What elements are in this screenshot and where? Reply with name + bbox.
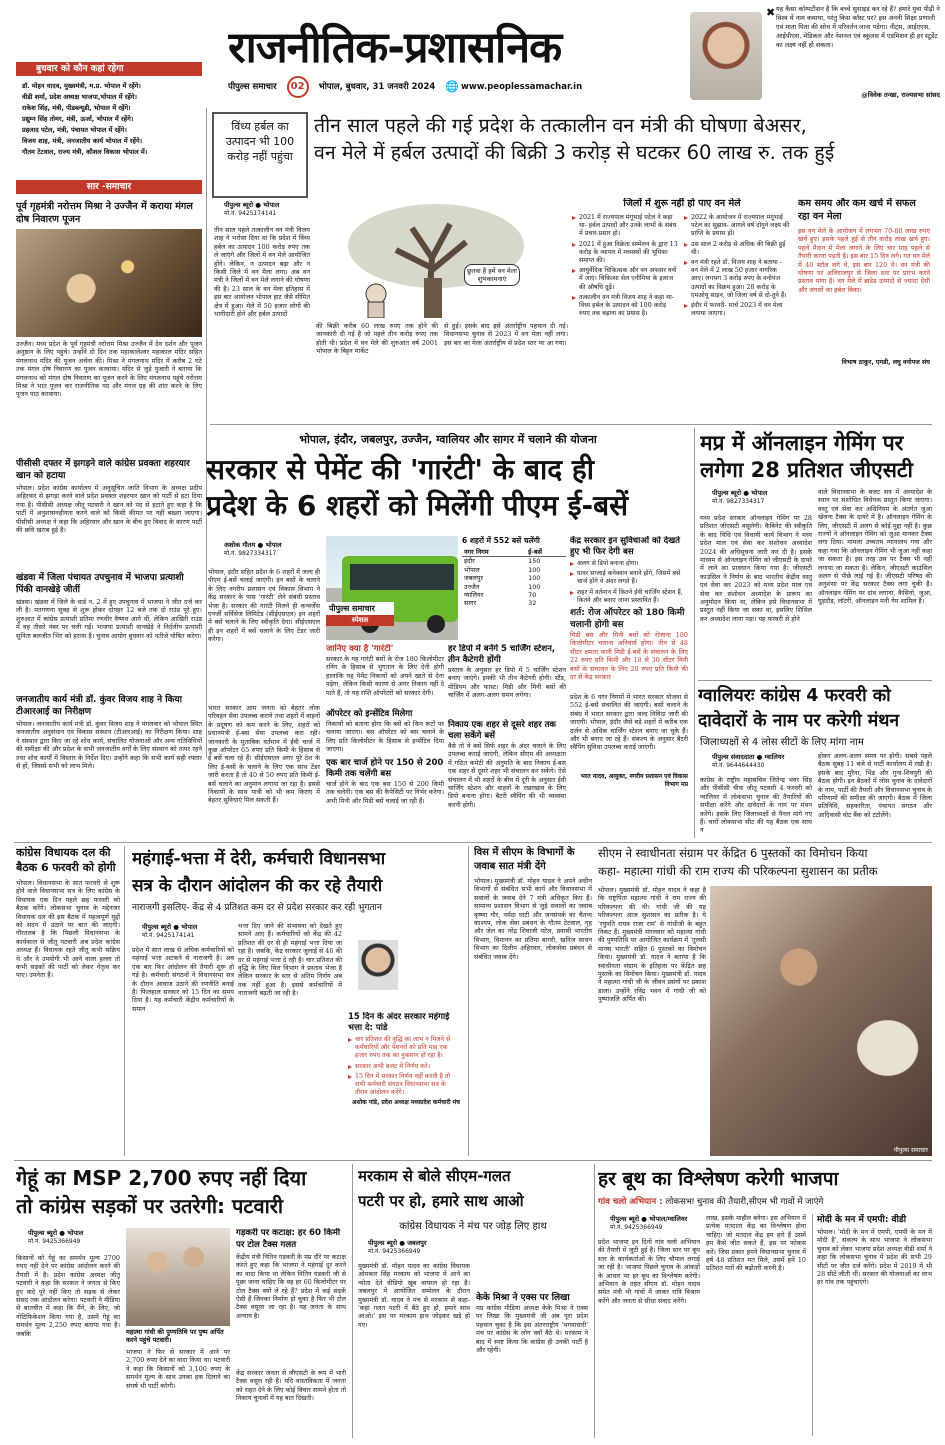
gaming-body-right: वाले विधानसभा के बजट सत्र में अध्यादेश के स्थान पर संशोधित विधेयक प्रस्तुत किया जाएगा। वस्तु एवं सेवा कर अधिनियम के अंतर्गत जुआ खेलना टैक्स के दायरे में है। ऑनलाइन गेमिंग के लिए, जीएसटी में अलग से कोई मुद्दा नहीं है। कुछ राज्यों ने ऑनलाइन गेमिंग को जुआ मानकर टैक्स लगा दिया। मामला उच्चतम न्यायालय गया और कहा गया कि ऑनलाइन गेमिंग भी जुआ नहीं कहा जा सकता है। इस तरह उस पर टैक्स भी नहीं लगाया जा सकता है। लेकिन, जीएसटी काउंसिल अलग से पीछे लाई गई है। जीएसटी परिषद की अनुशंसा पर केंद्र सरकार टैक्स लगा चुकी है। ऑनलाइन गेमिंग पर दांव लगाना, कैसिनो, जुआ, घुड़दौड़, लॉटरी, ऑनलाइन मनी गेम शामिल हैं। (818, 488, 932, 606)
herbal-side-author: विभाष ठाकुर, एमडी, लघु वनोपज संघ (841, 359, 930, 366)
wheat-side (236, 1228, 346, 1436)
table-cell: 100 (528, 582, 541, 591)
gaming-byline (712, 488, 822, 505)
masthead-info-line (228, 76, 683, 98)
paper-name: पीपुल्स समाचार (228, 82, 277, 92)
district-right-list (684, 214, 790, 320)
markam-col2 (476, 1238, 588, 1436)
wheat-photo-caption: महात्मा गांधी की पुण्यतिथि पर पुष्प अर्पित करने पहुंचे पटवारी। (126, 1328, 224, 1345)
markam-body-1: मुख्यमंत्री डॉ. मोहन यादव का कांग्रेस विधायक ओमकार सिंह मरकाम को भाजपा में आने का न्योता देते वीडियो खूब वायरल हो रहा है। जबलपुर में आयोजित सम्मेलन के दौरान मुख्यमंत्री डॉ. यादव ने मंच से मरकाम से कहा- 'कहां गलत पटरी में बैठे हुए हो, हमारे साथ आओ।' इस पर मरकाम हाथ जोड़कर खड़े हो गए। (358, 1262, 470, 1329)
date-line: भोपाल, बुधवार, 31 जनवरी 2024 (318, 82, 436, 92)
ebus-byline (224, 540, 334, 557)
gaming-headline (700, 430, 934, 486)
column-rule (694, 428, 695, 838)
herbal-body-3: से हुई। इसके बाद इसे अंतर्राष्ट्रीय पहचान दी गई। विधानसभा चुनाव से 2023 में वन मेला नहीं लगा। इस बार का मेला अंतर्राष्ट्रीय से प्रदेश स्तर पर आ गया। (444, 322, 568, 347)
saar-title: सार -समाचार (16, 180, 202, 194)
facility-item: पावर सप्लाई कनेक्शन बनाने होंगे, जिसमें बसें चार्ज होंगे वे अंदर लगते हैं। (570, 570, 688, 586)
kk-mishra-body: मप्र कांग्रेस मीडिया अध्यक्ष केके मिश्रा ने एक्स पर लिखा कि मुख्यमंत्री जी अब पूरा प्रदेश पहचान चुका है कि इस अंतरराष्ट्रीय 'भगवाधारी' मंच पर कांग्रेस के लोग क्यों बैठे थे। मरकाम ने बाद में स्पष्ट किया कि कांग्रेस ही उनकी पार्टी है और रहेगी। (476, 1304, 588, 1355)
gwalior-deck: जिलाध्यक्षों से 4 लोस सीटों के लिए मांगा नाम (700, 737, 864, 748)
story3-headline: खंडवा में जिला पंचायत उपचुनाव में भाजपा प्रत्याशी पिंकी वानखेड़े जीतीं (16, 573, 184, 595)
cm-books-headline: सीएम ने स्वाधीनता संग्राम पर केंद्रित 6 पुस्तकों का विमोचन किया (598, 846, 868, 860)
booth-deck-label: गांव चलो अभियान : (598, 1197, 663, 1207)
gwalior-byline-text: पीपुल्स संवाददाता ● ग्वालियर (712, 753, 785, 761)
story2-body: भोपाल। प्रदेश कांग्रेस कार्यालय में अनुसूचित जाति विभाग के अध्यक्ष प्रदीप अहिरवार से झगड़ा करने वाले प्रदेश प्रवक्ता शहरयार खान को पार्टी से हटा दिया गया है। पीसीसी अध्यक्ष जीतू पटवारी ने खान को पद से हटाते हुए कहा है कि पार्टी में अनुशासनहीनता करने वाले को किसी कीमत पर नहीं बख्शा जाएगा। पीसीसी अध्यक्ष ने कहा कि अहिरवार और खान के बीच हुए विवाद के कारण पार्टी की छवि खराब हुई है। (16, 484, 202, 535)
wheat-photo (126, 1228, 230, 1326)
herbal-side-body: इस वन मेले के आयोजन में लगभग 70-80 लाख रुपए खर्च हुए। इसके पहले हुई से तीन करोड़ लाख खर्च हुए। पहले मैदान में मेला लगाने के लिए चार माह पहले से तैयारी करना पड़ती है। इस बार 15 दिन लगे। गत वन मेले में 40 स्टॉल लगे थे, इस बार 120 थे। वन मंत्री की घोषणा पर अलिराजपुर से जिला स्तर पर प्रारंभ करने प्रस्ताव मांगा है। वन मेले में ब्रांडेड उत्पादों से ज्यादा देसी और जंगलों का हर्बल बिका। (798, 227, 930, 294)
markam-byline (368, 1238, 478, 1255)
da-quote-list (348, 1036, 460, 1097)
puja-photo (16, 229, 202, 337)
table-cell: सागर (464, 599, 477, 608)
markam-mobile: मो.नं. 9425366949 (368, 1248, 421, 1255)
guarantee-body: सरकार के यह गारंटी बसों के रोज 180 किलोमीटर रनिंग के हिसाब से भुगतान के लिए देनी होगी हालांकि यह पेमेंट निकायों को अपने खाते से देना पड़ेगा, लेकिन किसी कारण से अगर निकाय नहीं दे पाते हैं, तो यह राशि ऑपरेटरों को सरकार देगी। (326, 655, 444, 697)
ebus-official-quote: प्रदेश के 6 नगर निगमों में भारत सरकार योजना से 552 ई-बसें संचालित की जाएंगी। बसों चलाने के संबंध में भारत सरकार द्वारा जल्द निविदा जारी की जाएगी। भोपाल, इंदौर जैसे बड़े शहरों में करीब एक दर्जन से अधिक चार्जिंग स्टेशन बनाए जा चुके हैं। और भी बनाए जा रहे हैं। संकल्प के अनुसार बैटरी स्वैपिंग सुविधा उपलब्ध कराई जाएगी। (570, 693, 688, 752)
da-quote-head: 15 दिन के अंदर सरकार महंगाई भत्ता दे: पांडे (348, 1012, 450, 1033)
markam-headline-l2: पटरी पर हो, हमारे साथ आओ (358, 1192, 524, 1210)
bus-tag-line2: स्पेशल (326, 615, 394, 626)
masthead (228, 22, 683, 106)
column-rule (124, 846, 125, 1156)
cartoon-caption: छुतवा है हमें वन मेला शुभकामनाएं (464, 264, 520, 286)
wheat-mobile: मो.नं. 9425366949 (28, 1238, 81, 1245)
section-rule (698, 680, 932, 681)
cm-ministers-story (474, 846, 592, 1156)
district-left-item: तत्कालीन वन मंत्री विजय शाह ने कहा था- विंध्य हर्बल के उत्पादन को 100 करोड़ रुपए तक बढ़ाना का प्रयास है। (572, 294, 678, 319)
ebus-col2 (326, 644, 444, 840)
quote-portrait (690, 12, 762, 100)
herbal-kicker-box (212, 112, 308, 198)
cm-books-body: भोपाल। मुख्यमंत्री डॉ. मोहन यादव ने कहा है कि राष्ट्रपिता महात्मा गांधी ने राम राज्य की परिकल्पना की थी। गांधी जी की यह परिकल्पना आज सुशासन का प्रतीक है। ये 'रघुपति राघव राजा राम' से गांधीजी के बहुत निकट हैं। मुख्यमंत्री मंगलवार को महात्मा गांधी की पुण्यतिथि पर आयोजित कार्यक्रम में 'तुलसी मानस भारती' सहित 6 पुस्तकों का विमोचन किया। मुख्यमंत्री डॉ. यादव ने बताया है कि स्वाधीनता संग्राम के इतिहास पर केंद्रित छह पुस्तकें का विमोचन किया। मुख्यमंत्री डॉ. यादव ने महात्मा गांधी जी के जीवन प्रसंगों पर प्रकाश डाला। उन्होंने रविंद्र भवन में गांधी जी को पुष्पांजलि अर्पित की। (598, 886, 706, 1004)
da-byline (142, 922, 252, 939)
bus-table-box (462, 536, 566, 640)
table-row (462, 583, 566, 591)
gaming-mobile: मो.नं. 9827334317 (712, 498, 765, 505)
wheat-side-body-2: केंद्र सरकार जनता से जीएसटी के रूप में भारी टैक्स वसूल रही है। यदि वास्तविकता में जनता को राहत देने के लिए कोई विचार सामने होता तो निकाय चुनावों में यह बात दिखती। (236, 1369, 346, 1403)
bus-tag-line1: पीपुल्स समाचार (326, 602, 394, 615)
gaming-byline-text: पीपुल्स ब्यूरो ● भोपाल (712, 489, 768, 497)
guarantee-head: जानिए क्या है 'गारंटी' (326, 644, 394, 654)
condition-head: शर्त: रोज ऑपरेटर को 180 किमी चलानी होगी बस (570, 608, 685, 631)
herbal-body-2: की बिक्री करीब 60 लाख रुपए तक होने की जानकारी दी गई है जो पहले तीन करोड़ रुपए तक होती थी। प्रदेश में वन मेले की शुरुआत वर्ष 2001 भोपाल के बिट्टन मार्केट (316, 322, 438, 356)
story4-body: भोपाल। जनजातीय कार्य मंत्री डॉ. कुंवर विजय शाह ने मंगलवार को भोपाल स्थित जनजातीय अनुसंधान एवं विकास संस्थान (टीआरआई) का निरीक्षण किया। शाह ने संस्थान द्वारा किए जा रहे शोध कार्य, संचालित योजनाओं और अन्य गतिविधियों की समीक्षा की और प्रदेश के सभी जनजातीय वर्गों के लिए संस्थान को तत्पर रहने तथा शोध कार्यों में विस्तार के निर्देश दिए। उन्होंने कहा कि सभी कार्य सही रफ्तार से हों, जिससे सभी को लाभ मिले। (16, 720, 202, 771)
table-cell: जबलपुर (464, 574, 483, 583)
da-quote-author: अशोक पांडे, प्रदेश अध्यक्ष मध्यप्रदेश कर्मचारी मंच (351, 1099, 460, 1107)
column-rule (206, 108, 207, 758)
table-cell: 100 (528, 565, 541, 574)
story1-body: उज्जैन। मध्य प्रदेश के पूर्व गृहमंत्री नरोत्तम मिश्रा उज्जैन में देव दर्शन और पूजन अनुष्ठान के लिए पहुंचे। उन्होंने दो दिन तक महाकालेश्वर महाकाल मंदिर सहित मंगलनाथ मंदिर की पूजन अर्चना की। मिश्रा ने मंगलनाथ मंदिर में करीब 2 घंटे तक मंगल दोष निवारण का पूजन करवाया। मंदिर से जुड़े पुजारी ने बताया कि मंगलनाथ को मंगल दोष निवारण का पूजन करने के लिए मंगलनाथ पहुंचे नरोत्तम मिश्रा ने भात पूजन कर राजनीतिक पद और मंगल ग्रह की शांत करने के लिए पूजन पाठ करवाया। (16, 340, 202, 399)
herbal-body-1: तीन साल पहले तत्कालीन वन मंत्री विजय शाह ने भरोसा दिया था कि प्रदेश में विंध्य हर्बल का उत्पादन 100 करोड़ रुपए तक ले जाएंगे और जिलों में वन मेले आयोजित होंगे। लेकिन, न उत्पादन बढ़ा और न किसी जिले में वन मेला लगा। अब वन मंत्री ने जिलों में वन मेले लगाने की घोषणा की है। 23 साल के वन मेला इतिहास में इस बार आयोजन भोपाल हाट जैसे सीमित क्षेत्र में हुआ। मेले में 50 हजार लोगों की भागीदारी होने और हर्बल उत्पादों (214, 226, 310, 319)
gwalior-headline-l2: दावेदारों के नाम पर करेगी मंथन (698, 711, 900, 731)
booth-deck-text: लोकसभा चुनाव की तैयारी,सीएम भी गावों में जाएंगे (665, 1197, 824, 1207)
intercity-body: वैसे तो ये बसें सिर्फ शहर के अंदर चलाने के लिए उपलब्ध कराई जाएंगी, लेकिन सीएम की अध्यक्षता में गठित कमेटी की अनुमति के बाद निकाय ई-बस एक शहर से दूसरे शहर भी संचालन कर सकेंगे। ऐसे संचालन में भी शहरों के बीच में दूरी के अनुसार ईवी चार्जिंग स्टेशन और वाहनों के रखरखाव के लिए डिपो बनाना होगा। बैटरी स्वैपिंग की भी व्यवस्था करनी होगी। (448, 742, 566, 809)
ebus-mobile: मो.नं. 9827334317 (224, 550, 277, 557)
bus-table-title: 6 शहरों में 552 बसें चलेंगी (462, 536, 540, 545)
district-right-item: इंदौर में फरवरी- मार्च 2023 में वन मेला लगाया जाएगा। (684, 302, 790, 318)
story4-headline: जनजातीय कार्य मंत्री डॉ. कुंवर विजय शाह ने किया टीआरआई का निरीक्षण (16, 695, 182, 717)
cartoon-tree (316, 198, 568, 318)
ebus-headline-l2: प्रदेश के 6 शहरों को मिलेंगी पीएम ई-बसें (206, 489, 629, 522)
ebus-col3 (448, 644, 566, 840)
table-cell: 70 (528, 591, 537, 600)
quote-author: @विवेक तन्खा, राज्यसभा सांसद (861, 91, 940, 99)
charge-head: एक बार चार्ज होने पर 150 से 200 किमी तक चलेंगी बस (326, 758, 444, 779)
da-headline-l1: महंगाई-भत्ता में देरी, कर्मचारी विधानसभा (132, 849, 386, 869)
congress-meeting-body: भोपाल। विधानसभा के सात फरवरी से शुरू होने वाले विधानसभा सत्र के लिए कांग्रेस के विधायक एक दिन पहले छह फरवरी को बैठक करेंगे। लोकसभा चुनाव के मद्देनजर विधायक दल की इस बैठक में महत्वपूर्ण मुद्दों को सदन में उठाने पर बात की जाएगी। गौरतलब है कि पिछली विधानसभा के कार्यकाल से जीतू पटवारी अब प्रदेश कांग्रेस अध्यक्ष हैं। विधायक रहते जीतू कभी सक्रिय थे और वे उपयोगी भी आने वाला हल्ला तो कभी सड़कों की पार्टी को लेकर नेतृत्व कर पाए। उपनेता हैं। (16, 879, 120, 980)
table-cell: ग्वालियर (464, 591, 484, 600)
facility-list (570, 560, 688, 605)
story2-headline: पीसीसी दफ्तर में झगड़ने वाले कांग्रेस प्रवक्ता शहरयार खान को हटाया (16, 459, 190, 481)
column-rule (352, 1164, 353, 1438)
table-cell: भोपाल (464, 565, 480, 574)
depot-body: प्रस्ताव के अनुसार हर डिपो में 5 चार्जिंग स्टेशन बनाए जाएंगे। इनकी भी तीन कैटेगरी होगी। स्टैंड, मीडियम और फास्ट। मिडी और मिनी बसों की चार्जिंग में अलग-अलग समय लगेगा। (448, 666, 566, 700)
charge-body: चार्ज होने के बाद एक बस 150 से 200 किमी तक चलेगी। एक बस की कैपेसिटी पर निर्भर करेगा। अभी मिनी और मिडी बसें चलाई जा रही हैं। (326, 780, 444, 805)
herbal-side-headline: कम समय और कम खर्च में सफल रहा वन मेला (798, 198, 916, 222)
page-number: 02 (287, 76, 309, 98)
da-deck: नाराजगी इसलिए- केंद्र से 4 प्रतिशत कम दर से प्रदेश सरकार कर रही भुगतान (132, 903, 382, 913)
district-box-title: जिलों में शुरू नहीं हो पाए वन मेले (623, 198, 741, 209)
bus-tag (326, 602, 394, 626)
ebus-kicker: भोपाल, इंदौर, जबलपुर, उज्जैन, ग्वालियर और सागर में चलाने की योजना (299, 433, 597, 446)
da-body-2: भत्ता दिए जाने की संभावना को देखते हुए सामने आए हैं। कर्मचारियों को केंद्र की 42 प्रतिशत की दर से ही महंगाई भत्ता दिया जा रहा है। जबकि, केंद्र सरकार जुलाई से 46 की दर से महंगाई भत्ता दे रही है। चार प्रतिशत की वृद्धि के लिए वित्त विभाग ने प्रस्ताव भेजा है लेकिन सरकार के स्तर से अंतिम निर्णय अब तक नहीं हुआ है। इससे कर्मचारियों में नाराजगी बढ़ती जा रही है। (238, 922, 342, 998)
table-row (462, 599, 566, 607)
budhwar-item: प्रहलाद पटेल, मंत्री, पंचायत भोपाल में रहेंगे। (22, 126, 127, 134)
da-body-1: प्रदेश में सात लाख से अधिक कर्मचारियों को महंगाई भत्ता अटकने से नाराजगी है। अब एक बार फिर आंदोलन की तैयारी शुरू हो गई है। कर्मचारी संगठनों ने विधानसभा सत्र के दौरान आवाज उठाने की रणनीति बनाई है। फिलहाल सरकार को 15 दिन का समय दिया है। यह कर्मचारी केंद्रीय कर्मचारियों के समान (132, 946, 234, 1013)
booth-mobile: मो.नं. 9425366949 (610, 1224, 663, 1231)
intercity-head: निकाय एक शहर से दूसरे शहर तक चला सकेंगे बसें (448, 720, 556, 741)
section-title: राजनीतिक-प्रशासनिक (228, 23, 562, 73)
da-quote-item: 15 दिन में सरकार निर्णय नहीं करती है तो सभी कर्मचारी संगठन विधानसभा सत्र के दौरान आंदोलन करेंगे। (348, 1073, 460, 1098)
section-rule (14, 842, 932, 843)
incentive-body: निकायों को बताना होगा कि बसें को किन रूटों पर चलाया जाएगा। बस ऑपरेटर को बस चलाने के लिए प्रति किलोमीटर के हिसाब से इन्सेंटिव दिया जाएगा। (326, 720, 444, 754)
wheat-body-1: किसानों को गेहूं का समर्थन मूल्य 2700 रुपए नहीं देने पर कांग्रेस आंदोलन करने की तैयारी में है। प्रदेश कांग्रेस अध्यक्ष जीतू पटवारी ने कहा कि सरकार ने जनता से किए हुए वादे पूरे नहीं किए तो सड़क से लेकर संसद तक आंदोलन करेगा। पटवारी ने मीडिया से बातचीत में कहा कि मैंने, के लिए, जो नोटिफिकेशन किया गया है, उसमें गेहूं का समर्थन मूल्य 2,250 रुपए बताया गया है। जबकि (16, 1254, 120, 1338)
ebus-official-author: भरत यादव, आयुक्त, नगरीय प्रशासन एवं विकास विभाग मप्र (580, 773, 688, 789)
booth-deck-line (598, 1196, 934, 1208)
booth-body-2: लाख, इसके माहौल बनेगा। इस अभियान में प्रत्येक मतदाता केंद्र का विश्लेषण होना चाहिए। जो मतदान केंद्र हम हारे हैं उसमें हम कैसे जीत सकते हैं, इस पर फोकस करें। जिस प्रकार हमने विधानसभा चुनाव में हर्ष 48 प्रतिशत मत मिले, उसमें हमें 10 प्रतिशत मतों की बढ़ोतरी करनी है। (706, 1214, 806, 1273)
booth-headline: हर बूथ का विश्लेषण करेगी भाजपा (598, 1168, 839, 1190)
budhwar-title: बुधवार को कौन कहां रहेगा (16, 62, 202, 76)
kk-mishra-head: केके मिश्रा ने एक्स पर लिखा (476, 1293, 570, 1303)
globe-icon: 🌐 (445, 80, 459, 93)
da-quote-item: सरकार अभी बजट में निर्णय करे। (348, 1063, 460, 1071)
ebus-body-1: भोपाल, इंदौर सहित प्रदेश के 6 शहरों में जल्द ही पीएम ई-बसें चलाई जाएंगी। इन बसों के चलाने के लिए नगरीय प्रशासन एवं विकास विभाग ने केंद्र सरकार के पास 'गारंटी' लेने संबंधी प्रस्ताव भेजा है। सरकार की गारंटी मिलने ही कन्वर्जेंस एनर्जी सर्विसेज लिमिटेड (सीईएसएल) इन शहरों में बसें चलाने के लिए स्वीकृति देगा। सीईएसएल ही इन शहरों में बसें चलाने के लिए टेंडर जारी करेगा। (208, 568, 320, 644)
wheat-body-2: भाजपा ने फिर से सरकार में आने पर 2,700 रुपए देने का वादा किया था। पटवारी ने कहा कि किसानों को 3,100 रुपए के समर्थन मूल्य के साथ उनका हक दिलाने का संघर्ष भी पार्टी करेगी। (126, 1348, 230, 1390)
budhwar-item: डॉ. मोहन यादव, मुख्यमंत्री, म.प्र. भोपाल में रहेंगे। (22, 82, 141, 90)
table-cell: 150 (528, 557, 541, 566)
herbal-headline-l1: तीन साल पहले की गई प्रदेश के तत्कालीन वन मंत्री की घोषणा बेअसर, (314, 114, 807, 137)
column-rule (468, 846, 469, 1156)
budhwar-item: राकेश सिंह, मंत्री, पीडब्ल्यूडी, भोपाल में रहेंगे। (22, 104, 131, 112)
gwalior-body-left: कांग्रेस के राष्ट्रीय महासचिव जितेन्द्र भंवर सिंह और पीसीसी चीफ जीतू पटवारी 4 फरवरी को ग्वालियर में लोकसभा चुनाव की तैयारियों की समीक्षा करेंगे और दावेदारों के नाम पर मंथन करेंगे। इसके लिए जिलाध्यक्षों से पैनल मांगे गए हैं। चारों लोकसभा सीट की यह बैठक एक साथ न (700, 776, 812, 835)
herbal-headline (314, 112, 930, 196)
cm-books-photo (710, 886, 932, 1156)
table-header: नगर निगम (464, 548, 489, 556)
budhwar-list (16, 81, 202, 158)
depot-head: हर डिपो में बनेंगे 5 चार्जिंग स्टेशन, तीन कैटेगरी होंगी (448, 644, 556, 665)
district-left-item: 2021 में राज्यपाल मंगूभाई पटेल ने कहा था- हर्बल उत्पादों और उनके लाभों के संबंध में प्रचार-प्रसार हो। (572, 214, 678, 239)
markam-headline (358, 1164, 588, 1220)
herbal-mobile: मो.नं. 9425174141 (224, 210, 277, 217)
cm-ministers-body: भोपाल। मुख्यमंत्री डॉ. मोहन यादव ने अपने अधीन विभागों से संबंधित सभी कार्य और विधानसभा में सवालों के जवाब देने 7 मंत्री अधिकृत किए हैं। सामान्य प्रशासन विभाग से जुड़े सवालों का जवाब कृष्णा गौर, नर्मदा घाटी और जनसंपर्क का चैतन्य काश्यप, लोक सेवा प्रबंधन के गौतम टेटवाल, गृह और जेल का नरेंद्र शिवाजी पटेल, प्रवासी भारतीय विभाग, विमानन का प्रतिमा बागरी, खनिज साधन विभाग का दिलीप अहिरवार, लोकसेवा प्रबंधन से संबंधित जवाब देंगे। (474, 877, 592, 961)
ebus-author: अशोक गौतम ● भोपाल (224, 541, 282, 549)
table-row (462, 574, 566, 582)
district-right-item: उस साल 2 करोड़ से अधिक की बिक्री हुई थी। (684, 241, 790, 257)
wheat-headline (16, 1164, 344, 1222)
cm-books-deck: कहा- महात्मा गांधी की राम राज्य की परिकल्पना सुशासन का प्रतीक (598, 864, 878, 878)
district-left-item: 2021 में हुआ विक्रेता सम्मेलन के द्वारा 13 करोड़ के व्यापार में मध्यस्थों की भूमिका समाप्त की। (572, 241, 678, 266)
table-row (462, 557, 566, 566)
table-cell: उज्जैन (464, 582, 480, 591)
budhwar-item: विजय शाह, मंत्री, जनजातीय कार्य भोपाल में रहेंगे। (22, 137, 143, 145)
district-left-item: आयुर्वेदिक चिकित्सक और वन अफसर वनों में जाएं। चिकित्सा सेल एनीमिया के इलाज की औषधि दूढ़ें। (572, 267, 678, 292)
table-cell: 100 (528, 574, 541, 583)
incentive-head: ऑपरेटर को इन्सेंटिव मिलेगा (326, 709, 413, 719)
budhwar-item: वीडी शर्मा, प्रदेश अध्यक्ष भाजपा,भोपाल में रहेंगे। (22, 93, 137, 101)
section-rule (210, 424, 932, 425)
table-cell: 32 (528, 599, 537, 608)
da-quote-box (348, 1012, 460, 1156)
gaming-headline-l2: लगेगा 28 प्रतिशत जीएसटी (700, 458, 913, 482)
ebus-headline (206, 452, 690, 532)
herbal-byline-text: पीपुल्स ब्यूरो ● भोपाल (224, 201, 280, 209)
wheat-headline-l1: गेहूं का MSP 2,700 रुपए नहीं दिया (16, 1166, 307, 1190)
district-left-list (572, 214, 678, 320)
bus-photo (326, 536, 458, 640)
booth-side-body: भोपाल। 'मोदी के मन में एमपी, एमपी के मन में मोदी है', संकल्प के साथ भाजपा ने लोकसभा चुनाव को लेकर भाजपा प्रदेश अध्यक्ष वीडी शर्मा ने कहा कि लोकसभा चुनाव में प्रदेश की सभी 29 सीटों पर जीत दर्ज करेंगे। प्रदेश में 2019 में भी 28 सीटें जीती थीं। सरकार की योजनाओं का लाभ हर गांव तक पहुंचाएंगे। (817, 1228, 932, 1287)
quote-icon: ✖ (766, 6, 776, 19)
district-right-item: 2022 के आयोजन में राज्यपाल मंगूभाई पटेल का सुझाव- आगले वर्ष दोगुने लक्ष्य की प्राप्ति के प्रयास हों। (684, 214, 790, 239)
gwalior-byline (712, 752, 822, 769)
ebus-col4 (570, 536, 688, 840)
ebus-headline-l1: सरकार से पेमेंट की 'गारंटी' के बाद ही (206, 453, 594, 486)
gaming-headline-l1: मप्र में ऑनलाइन गेमिंग पर (700, 431, 904, 455)
congress-meeting (16, 846, 120, 1156)
wheat-byline (28, 1228, 138, 1245)
da-headline (132, 846, 444, 906)
markam-byline-text: पीपुल्स ब्यूरो ● जबलपुर (368, 1239, 427, 1247)
story1-headline: पूर्व गृहमंत्री नरोत्तम मिश्रा ने उज्जैन में कराया मंगल दोष निवारण पूजन (16, 201, 193, 225)
gwalior-mobile: मो.नं. 9644644430 (712, 762, 765, 769)
booth-byline-text: पीपुल्स ब्यूरो ● भोपाल/ग्वालियर (610, 1215, 688, 1223)
table-row (462, 591, 566, 599)
facility-item: शहर में वर्तमान में कितने ईवी चार्जिंग स्टेशन हैं, कितने और बनाए जाना प्रस्तावित हैं। (570, 589, 688, 605)
table-header: ई-बसें (528, 548, 542, 556)
herbal-headline-l2: वन मेले में हर्बल उत्पादों की बिक्री 3 करोड़ से घटकर 60 लाख रु. तक हुई (314, 141, 835, 164)
markam-headline-l1: मरकाम से बोले सीएम-गलत (358, 1167, 511, 1185)
wheat-side-headline: गड़करी पर कटाक्ष: हर 60 किमी पर टोल टैक्स गलत (236, 1228, 341, 1250)
congress-meeting-headline: कांग्रेस विधायक दल की बैठक 6 फरवरी को होगी (16, 846, 116, 874)
tree-illustration (316, 198, 568, 318)
booth-side-headline: मोदी के मन में एमपी: वीडी (817, 1215, 907, 1225)
herbal-side-box (798, 198, 930, 388)
condition-body: मिडी बस और मिनी बसों को रोजाना 180 किलोमीटर चलाना अनिवार्य होगा। तीन से 48 सीटर क्षमता वाली मिडी ई-बसें के संचालन के लिए 22 रुपए प्रति किमी और 18 से 30 सीटर मिनी बसों के संचालन के लिए 20 रुपए प्रति किमी की दर से केंद्र सरकार (570, 631, 688, 682)
budhwar-item: गौतम टेटवाल, राज्य मंत्री, कौशल विकास भोपाल में। (22, 148, 148, 156)
cm-ministers-headline: विस में सीएम के विभागों के जवाब सात मंत्री देंगे (474, 847, 575, 872)
quote-box (680, 2, 942, 106)
ebus-body-2: भारत सरकार आम जनता को बेहतर लोक परिवहन सेवा उपलब्ध कराने तथा शहरों में वाहनों के प्रदूषण को कम करने के लिए, शहरों को प्रधानमंत्री ई-बस सेवा उपलब्ध करा रही। जानकारी के मुताबिक वर्तमान में ईवी चार्ज में कुछ ऑपरेटर 65 रुपए प्रति किमी के हिसाब से ई बसें चला रहे हैं। सीईएसएल अगर पूरे देश के लिए ई-बसों के चलाने के लिए एक साथ टेंडर जारी करता है तो 40 से 50 रुपए प्रति किमी ई-बसें चलाने का अनुमान लगाया जा रहा है। इससे निकायों के साथ यात्री को भी कम किराए में बेहतर सुविधाएं मिल सकती हैं। (208, 704, 320, 805)
da-person-photo (358, 940, 398, 990)
wheat-headline-l2: तो कांग्रेस सड़कों पर उतरेगी: पटवारी (16, 1194, 284, 1218)
booth-side (812, 1214, 932, 1436)
da-headline-l2: सत्र के दौरान आंदोलन की कर रहे तैयारी (132, 876, 383, 896)
facility-item: अलग से डिपो बनाना होगा। (570, 560, 688, 568)
section-rule (14, 1160, 932, 1161)
table-row (462, 566, 566, 574)
herbal-kicker: विंध्य हर्बल का उत्पादन भी 100 करोड़ नहीं पहुंचा (225, 120, 295, 163)
da-quote-item: चार प्रतिशत की वृद्धि का लाभ न मिलने से कर्मचारियों और पेंशनरों को प्रति माह एक हजार रुपए तक का नुकसान हो रहा है। (348, 1036, 460, 1061)
booth-body-1: प्रदेश भाजपा इन दिनों गांव चलो अभियान की तैयारी में जुटी हुई है। जिला स्तर पर बूथ स्तर के कार्यकर्ताओं के लिए चौपाल लगाई जा रही है। भाजपा पिछले चुनाव के आंकड़ों के आधार पर हर बूथ का विश्लेषण करेगी। अभियान के तहत सीएम डॉ. मोहन यादव समेत मंत्री भी गांवों में जाकर रात्रि विश्राम करेंगे और जनता से सीधा संवाद करेंगे। (598, 1238, 700, 1305)
wheat-side-body: केंद्रीय मंत्री नितिन गडकरी के मप्र दौरे पर कटाक्ष करते हुए कहा कि भाजपा ने महंगाई दूर करने का वादा किया था लेकिन नितिन गडकरी जी से पूछा जाना चाहिए कि वह हर 60 किलोमीटर पर टोल टैक्स क्यों ले रहे हैं? प्रदेश में कई सड़कें ऐसी हैं जिनका निर्माण हो चुका है फिर भी टोल टैक्स वसूला जा रहा है। यह जनता के साथ अन्याय है। (236, 1253, 346, 1320)
district-right-item: वन मंत्री रहते डॉ. विजय शाह ने बताया - वन मेले में 2 लाख 50 हजार नागरिक आए। लगभग 3 करोड़ रुपए के वनोपज उत्पादों का विक्रय हुआ। 28 करोड़ के एमओयू साइन, जो जिला वर्ष से दो-तुने हैं। (684, 259, 790, 300)
wheat-byline-text: पीपुल्स ब्यूरो ● भोपाल (28, 1229, 84, 1237)
markam-deck: कांग्रेस विधायक ने मंच पर जोड़ लिए हाथ (399, 1221, 547, 1232)
gaming-body-left: मध्य प्रदेश सरकार ऑनलाइन गेमिंग पर 28 प्रतिशत जीएसटी वसूलेगी। कैबिनेट की स्वीकृति के बाद विधि एवं विधायी कार्य विभाग ने मध्य प्रदेश माल एवं सेवा कर संशोधन अध्यादेश 2024 की अधिसूचना जारी कर दी है। इसके माध्यम से ऑनलाइन गेमिंग को जीएसटी के दायरे में लाने का प्रावधान किया गया है। जीएसटी काउंसिल ने निर्णय के बाद भारतीय केंद्रीय वस्तु एवं सेवा कर 2023 को मध्य प्रदेश माल एवं सेवा कर संशोधन अध्यादेश के प्रारूप का अनुमोदन किया था, लेकिन इसे विधानसभा में प्रस्तुत नहीं किया जा सका था, इसलिए शिथिल कर अध्यादेश लाना पड़ा। यह फरवरी से होने (700, 514, 812, 623)
column-rule (594, 1164, 595, 1438)
budhwar-item: प्रद्युम्न सिंह तोमर, मंत्री, ऊर्जा, भोपाल में रहेंगे। (22, 115, 134, 123)
da-mobile: मो.नं. 9425174141 (142, 932, 195, 939)
website-link[interactable]: www.peoplessamachar.in (460, 82, 583, 92)
gwalior-body-right: होकर अलग-अलग समय पर होगी। सबसे पहले बैठक सुबह 11 बजे से पार्टी कार्यालय में रखी है। इसके बाद मुरैना, भिंड और गुना-शिवपुरी की बैठक होगी। इन बैठकों में लोस चुनाव के दावेदारों के नाम, पार्टी की तैयारी और विधानसभा चुनाव के परिणामों की समीक्षा की जाएगी। बैठक में जिला प्रतिनिधि, सहकारिता, पंचायत संगठन और आदिवासी वोट बैंक को टटोलेंगे। (818, 752, 932, 819)
facility-head: केंद्र सरकार इन सुविधाओं को देखते हुए भी फिर देगी बस (570, 536, 680, 557)
budhwar-box (16, 62, 202, 174)
quote-text: यह कैसा कॉम्पटीशन है कि बच्चे सुसाइड कर रहे हैं? हमारे युवा पीढ़ी ने विश्व में नाम कमाया, परंतु किस कॉस्ट पर? इस अननी शिक्षा प्रणाली एवं माता पिता की सोच में परिवर्तन लाना पड़ेगा। नीट्स, आईएएस, आईपीएस, मेडिकल और नेशनल एवं स्कूलस में एडमिशन ही हर स्टूडेंट का लक्ष्य नहीं हो सकता। (776, 5, 940, 49)
table-cell: इंदौर (464, 557, 475, 566)
gwalior-headline (698, 684, 934, 736)
da-byline-text: पीपुल्स ब्यूरो ● भोपाल (142, 923, 198, 931)
gwalior-headline-l1: ग्वालियरः कांग्रेस 4 फरवरी को (698, 686, 891, 706)
district-box (572, 198, 792, 388)
story3-body: खंडवा। खंडवा में जिले के वार्ड न. 2 में हुए उपचुनाव में भाजपा ने जीत दर्ज कर ली है। मतगणना सुबह से शुरू होकर दोपहर 12 बजे तक दो राउंड पूरे हुए। शुरुआत में कांग्रेस प्रत्याशी प्रतिमा रणधीर वैष्णव आगे थीं, लेकिन आखिरी राउंड में वह तीसरे नंबर पर चली गईं। भाजपा प्रत्याशी वानखेड़े ने निर्दलीय प्रत्याशी सुनिता बलजीत भिंग को हराया है। चुनाव आयोग बुधवार को नतीजे घोषित करेगा। (16, 598, 202, 640)
cm-books-photo-credit: पीपुल्स समाचार (893, 1147, 928, 1154)
markam-col2-lead (476, 1238, 588, 1292)
bus-table (462, 548, 566, 608)
